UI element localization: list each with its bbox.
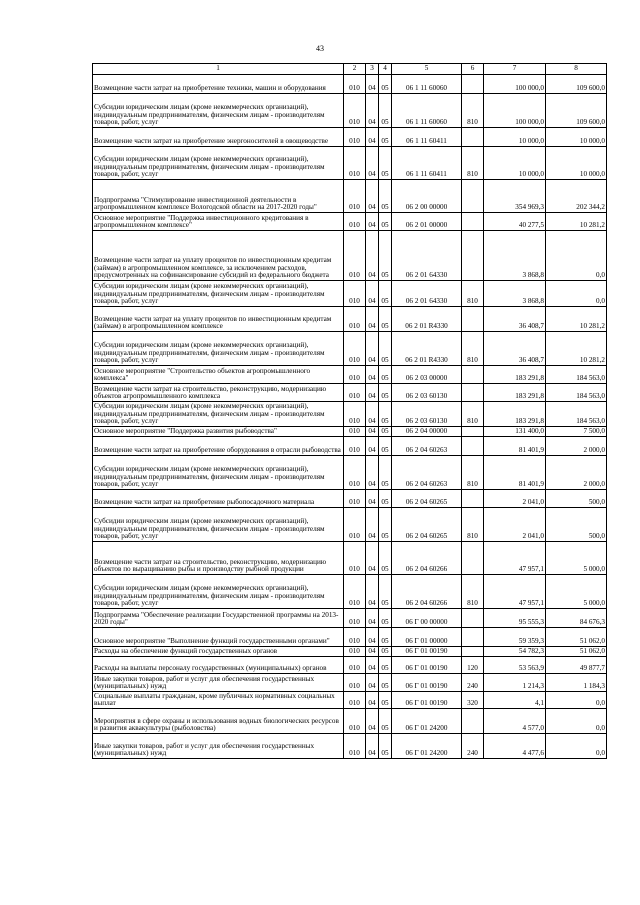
target-article-code: 06 1 11 60060 <box>392 94 462 128</box>
ministry-code: 010 <box>344 692 366 709</box>
section-code: 04 <box>366 657 379 674</box>
section-code: 04 <box>366 647 379 657</box>
subsection-code: 05 <box>379 366 392 384</box>
row-description: Возмещение части затрат на приобретение энергоносителей в овощеводстве <box>93 128 344 147</box>
amount-2020: 5 000,0 <box>546 542 607 575</box>
table-row <box>93 231 607 281</box>
amount-2019: 81 401,9 <box>484 437 546 456</box>
amount-2019: 10 000,0 <box>484 128 546 147</box>
section-code: 04 <box>366 180 379 213</box>
column-header: 7 <box>484 64 546 75</box>
ministry-code: 010 <box>344 128 366 147</box>
row-description: Субсидии юридическим лицам (кроме некоммерческих организаций), индивидуальным предпринимателям, физическим лицам - производителям товаров, работ, услуг <box>93 94 344 128</box>
section-code: 04 <box>366 128 379 147</box>
section-code: 04 <box>366 508 379 542</box>
target-article-code: 06 Г 01 00190 <box>392 657 462 674</box>
ministry-code: 010 <box>344 75 366 94</box>
column-header: 1 <box>93 64 344 75</box>
row-description: Иные закупки товаров, работ и услуг для обеспечения государственных (муниципальных) нужд <box>93 674 344 692</box>
row-description: Социальные выплаты гражданам, кроме публичных нормативных социальных выплат <box>93 692 344 709</box>
subsection-code: 05 <box>379 456 392 490</box>
expense-type-code: 810 <box>462 147 484 180</box>
amount-2019: 59 359,3 <box>484 628 546 647</box>
amount-2019: 183 291,8 <box>484 366 546 384</box>
table-row <box>93 307 607 332</box>
subsection-code: 05 <box>379 628 392 647</box>
row-description: Подпрограмма "Обеспечение реализации Государственной программы на 2013-2020 годы" <box>93 609 344 628</box>
table-row <box>93 402 607 427</box>
target-article-code: 06 2 03 60130 <box>392 402 462 427</box>
amount-2020: 202 344,2 <box>546 180 607 213</box>
subsection-code: 05 <box>379 490 392 508</box>
section-code: 04 <box>366 147 379 180</box>
table-row <box>93 709 607 734</box>
ministry-code: 010 <box>344 180 366 213</box>
amount-2020: 0,0 <box>546 734 607 759</box>
table-row <box>93 128 607 147</box>
target-article-code: 06 2 04 60263 <box>392 437 462 456</box>
column-header: 2 <box>344 64 366 75</box>
expense-type-code <box>462 366 484 384</box>
amount-2019: 100 000,0 <box>484 94 546 128</box>
row-description: Возмещение части затрат на приобретение оборудования в отрасли рыбоводства <box>93 437 344 456</box>
section-code: 04 <box>366 427 379 437</box>
amount-2020: 49 877,7 <box>546 657 607 674</box>
ministry-code: 010 <box>344 147 366 180</box>
subsection-code: 05 <box>379 332 392 366</box>
target-article-code: 06 Г 01 24200 <box>392 734 462 759</box>
amount-2020: 109 600,0 <box>546 94 607 128</box>
ministry-code: 010 <box>344 490 366 508</box>
expense-type-code <box>462 609 484 628</box>
row-description: Основное мероприятие "Поддержка инвестиционного кредитования в агропромышленном комплексе" <box>93 213 344 231</box>
subsection-code: 05 <box>379 147 392 180</box>
amount-2019: 81 401,9 <box>484 456 546 490</box>
ministry-code: 010 <box>344 674 366 692</box>
section-code: 04 <box>366 281 379 307</box>
amount-2020: 10 281,2 <box>546 213 607 231</box>
ministry-code: 010 <box>344 456 366 490</box>
expense-type-code <box>462 180 484 213</box>
amount-2019: 131 400,0 <box>484 427 546 437</box>
subsection-code: 05 <box>379 75 392 94</box>
subsection-code: 05 <box>379 402 392 427</box>
table-row <box>93 692 607 709</box>
amount-2019: 4 577,0 <box>484 709 546 734</box>
row-description: Субсидии юридическим лицам (кроме некоммерческих организаций), индивидуальным предпринимателям, физическим лицам - производителям товаров, работ, услуг <box>93 281 344 307</box>
subsection-code: 05 <box>379 307 392 332</box>
expense-type-code <box>462 128 484 147</box>
expense-type-code <box>462 628 484 647</box>
amount-2019: 53 563,9 <box>484 657 546 674</box>
amount-2020: 10 000,0 <box>546 147 607 180</box>
table-row <box>93 734 607 759</box>
row-description: Субсидии юридическим лицам (кроме некоммерческих организаций), индивидуальным предпринимателям, физическим лицам - производителям товаров, работ, услуг <box>93 508 344 542</box>
amount-2019: 4,1 <box>484 692 546 709</box>
amount-2020: 500,0 <box>546 490 607 508</box>
amount-2020: 10 281,2 <box>546 332 607 366</box>
amount-2019: 3 868,8 <box>484 231 546 281</box>
ministry-code: 010 <box>344 427 366 437</box>
target-article-code: 06 Г 01 00000 <box>392 628 462 647</box>
amount-2019: 2 041,0 <box>484 508 546 542</box>
target-article-code: 06 2 04 60263 <box>392 456 462 490</box>
page-number: 43 <box>316 44 324 53</box>
target-article-code: 06 2 03 60130 <box>392 384 462 402</box>
amount-2020: 84 676,3 <box>546 609 607 628</box>
table-row <box>93 437 607 456</box>
ministry-code: 010 <box>344 575 366 609</box>
amount-2019: 2 041,0 <box>484 490 546 508</box>
subsection-code: 05 <box>379 674 392 692</box>
amount-2020: 10 000,0 <box>546 128 607 147</box>
expense-type-code: 810 <box>462 456 484 490</box>
subsection-code: 05 <box>379 575 392 609</box>
subsection-code: 05 <box>379 427 392 437</box>
budget-table <box>92 63 607 759</box>
table-row <box>93 281 607 307</box>
amount-2020: 184 563,0 <box>546 366 607 384</box>
section-code: 04 <box>366 75 379 94</box>
expense-type-code: 810 <box>462 94 484 128</box>
target-article-code: 06 2 01 64330 <box>392 281 462 307</box>
ministry-code: 010 <box>344 213 366 231</box>
amount-2020: 0,0 <box>546 709 607 734</box>
target-article-code: 06 2 01 00000 <box>392 213 462 231</box>
amount-2020: 51 062,0 <box>546 628 607 647</box>
ministry-code: 010 <box>344 307 366 332</box>
table-row <box>93 542 607 575</box>
subsection-code: 05 <box>379 94 392 128</box>
table-row <box>93 75 607 94</box>
table-row <box>93 180 607 213</box>
section-code: 04 <box>366 332 379 366</box>
target-article-code: 06 Г 00 00000 <box>392 609 462 628</box>
subsection-code: 05 <box>379 647 392 657</box>
expense-type-code <box>462 490 484 508</box>
amount-2020: 51 062,0 <box>546 647 607 657</box>
subsection-code: 05 <box>379 213 392 231</box>
row-description: Возмещение части затрат на строительство, реконструкцию, модернизацию объектов агропромышленного комплекса <box>93 384 344 402</box>
amount-2020: 184 563,0 <box>546 402 607 427</box>
amount-2020: 10 281,2 <box>546 307 607 332</box>
column-header: 8 <box>546 64 607 75</box>
amount-2020: 0,0 <box>546 231 607 281</box>
table-body <box>93 75 607 759</box>
section-code: 04 <box>366 307 379 332</box>
row-description: Субсидии юридическим лицам (кроме некоммерческих организаций), индивидуальным предпринимателям, физическим лицам - производителям товаров, работ, услуг <box>93 575 344 609</box>
row-description: Расходы на обеспечение функций государственных органов <box>93 647 344 657</box>
column-header: 4 <box>379 64 392 75</box>
target-article-code: 06 1 11 60411 <box>392 147 462 180</box>
expense-type-code <box>462 213 484 231</box>
row-description: Мероприятия в сфере охраны и использования водных биологических ресурсов и развития аквакультуры (рыболовства) <box>93 709 344 734</box>
subsection-code: 05 <box>379 128 392 147</box>
amount-2019: 183 291,8 <box>484 402 546 427</box>
table-row <box>93 94 607 128</box>
table-row <box>93 147 607 180</box>
ministry-code: 010 <box>344 366 366 384</box>
target-article-code: 06 2 01 R4330 <box>392 332 462 366</box>
subsection-code: 05 <box>379 609 392 628</box>
row-description: Возмещение части затрат на уплату процентов по инвестиционным кредитам (займам) в агропромышленном комплексе, за исключением расходов, предусмотренных на софинансирование субсидий из федерального бюджета <box>93 231 344 281</box>
target-article-code: 06 1 11 60060 <box>392 75 462 94</box>
subsection-code: 05 <box>379 384 392 402</box>
ministry-code: 010 <box>344 542 366 575</box>
table-row <box>93 628 607 647</box>
target-article-code: 06 2 01 R4330 <box>392 307 462 332</box>
subsection-code: 05 <box>379 508 392 542</box>
section-code: 04 <box>366 575 379 609</box>
amount-2019: 36 408,7 <box>484 332 546 366</box>
amount-2019: 95 555,3 <box>484 609 546 628</box>
amount-2020: 2 000,0 <box>546 456 607 490</box>
expense-type-code <box>462 542 484 575</box>
expense-type-code: 320 <box>462 692 484 709</box>
amount-2019: 54 782,3 <box>484 647 546 657</box>
target-article-code: 06 2 00 00000 <box>392 180 462 213</box>
expense-type-code <box>462 437 484 456</box>
row-description: Субсидии юридическим лицам (кроме некоммерческих организаций), индивидуальным предпринимателям, физическим лицам - производителям товаров, работ, услуг <box>93 147 344 180</box>
target-article-code: 06 2 04 60265 <box>392 508 462 542</box>
target-article-code: 06 Г 01 00190 <box>392 692 462 709</box>
table-row <box>93 490 607 508</box>
amount-2020: 0,0 <box>546 281 607 307</box>
subsection-code: 05 <box>379 437 392 456</box>
table-header-row <box>93 64 607 75</box>
section-code: 04 <box>366 542 379 575</box>
table-row <box>93 366 607 384</box>
amount-2019: 47 957,1 <box>484 575 546 609</box>
amount-2019: 3 868,8 <box>484 281 546 307</box>
expense-type-code <box>462 231 484 281</box>
ministry-code: 010 <box>344 508 366 542</box>
ministry-code: 010 <box>344 231 366 281</box>
subsection-code: 05 <box>379 734 392 759</box>
section-code: 04 <box>366 709 379 734</box>
amount-2020: 2 000,0 <box>546 437 607 456</box>
expense-type-code <box>462 427 484 437</box>
ministry-code: 010 <box>344 384 366 402</box>
amount-2019: 40 277,5 <box>484 213 546 231</box>
row-description: Субсидии юридическим лицам (кроме некоммерческих организаций), индивидуальным предпринимателям, физическим лицам - производителям товаров, работ, услуг <box>93 402 344 427</box>
target-article-code: 06 Г 01 00190 <box>392 674 462 692</box>
amount-2020: 109 600,0 <box>546 75 607 94</box>
expense-type-code: 810 <box>462 575 484 609</box>
subsection-code: 05 <box>379 231 392 281</box>
ministry-code: 010 <box>344 628 366 647</box>
target-article-code: 06 2 04 60266 <box>392 542 462 575</box>
ministry-code: 010 <box>344 402 366 427</box>
section-code: 04 <box>366 609 379 628</box>
row-description: Возмещение части затрат на приобретение техники, машин и оборудования <box>93 75 344 94</box>
ministry-code: 010 <box>344 609 366 628</box>
row-description: Основное мероприятие "Поддержка развития рыбоводства" <box>93 427 344 437</box>
table-row <box>93 674 607 692</box>
section-code: 04 <box>366 384 379 402</box>
table-row <box>93 508 607 542</box>
table-row <box>93 332 607 366</box>
subsection-code: 05 <box>379 657 392 674</box>
row-description: Возмещение части затрат на приобретение рыбопосадочного материала <box>93 490 344 508</box>
section-code: 04 <box>366 734 379 759</box>
amount-2019: 4 477,6 <box>484 734 546 759</box>
expense-type-code: 810 <box>462 281 484 307</box>
section-code: 04 <box>366 490 379 508</box>
ministry-code: 010 <box>344 437 366 456</box>
ministry-code: 010 <box>344 734 366 759</box>
table-row <box>93 647 607 657</box>
expense-type-code: 240 <box>462 734 484 759</box>
section-code: 04 <box>366 437 379 456</box>
amount-2020: 7 500,0 <box>546 427 607 437</box>
amount-2019: 100 000,0 <box>484 75 546 94</box>
row-description: Возмещение части затрат на строительство, реконструкцию, модернизацию объектов по выращиванию рыбы и производству рыбной продукции <box>93 542 344 575</box>
ministry-code: 010 <box>344 709 366 734</box>
amount-2020: 5 000,0 <box>546 575 607 609</box>
row-description: Расходы на выплаты персоналу государственных (муниципальных) органов <box>93 657 344 674</box>
subsection-code: 05 <box>379 281 392 307</box>
subsection-code: 05 <box>379 542 392 575</box>
expense-type-code <box>462 709 484 734</box>
section-code: 04 <box>366 628 379 647</box>
row-description: Основное мероприятие "Строительство объектов агропромышленного комплекса" <box>93 366 344 384</box>
section-code: 04 <box>366 456 379 490</box>
target-article-code: 06 Г 01 00190 <box>392 647 462 657</box>
expense-type-code <box>462 75 484 94</box>
target-article-code: 06 2 03 00000 <box>392 366 462 384</box>
column-header: 6 <box>462 64 484 75</box>
section-code: 04 <box>366 692 379 709</box>
table-row <box>93 213 607 231</box>
expense-type-code <box>462 384 484 402</box>
expense-type-code <box>462 647 484 657</box>
ministry-code: 010 <box>344 657 366 674</box>
table-row <box>93 609 607 628</box>
expense-type-code: 810 <box>462 332 484 366</box>
ministry-code: 010 <box>344 281 366 307</box>
target-article-code: 06 2 04 60265 <box>392 490 462 508</box>
section-code: 04 <box>366 231 379 281</box>
expense-type-code: 240 <box>462 674 484 692</box>
table-row <box>93 657 607 674</box>
amount-2019: 10 000,0 <box>484 147 546 180</box>
target-article-code: 06 1 11 60411 <box>392 128 462 147</box>
row-description: Субсидии юридическим лицам (кроме некоммерческих организаций), индивидуальным предпринимателям, физическим лицам - производителям товаров, работ, услуг <box>93 456 344 490</box>
amount-2019: 1 214,3 <box>484 674 546 692</box>
expense-type-code <box>462 307 484 332</box>
target-article-code: 06 Г 01 24200 <box>392 709 462 734</box>
expense-type-code: 120 <box>462 657 484 674</box>
row-description: Основное мероприятие "Выполнение функций государственными органами" <box>93 628 344 647</box>
row-description: Субсидии юридическим лицам (кроме некоммерческих организаций), индивидуальным предпринимателям, физическим лицам - производителям товаров, работ, услуг <box>93 332 344 366</box>
section-code: 04 <box>366 674 379 692</box>
expense-type-code: 810 <box>462 402 484 427</box>
amount-2019: 36 408,7 <box>484 307 546 332</box>
target-article-code: 06 2 04 60266 <box>392 575 462 609</box>
target-article-code: 06 2 04 00000 <box>392 427 462 437</box>
section-code: 04 <box>366 366 379 384</box>
table-row <box>93 384 607 402</box>
section-code: 04 <box>366 213 379 231</box>
target-article-code: 06 2 01 64330 <box>392 231 462 281</box>
subsection-code: 05 <box>379 709 392 734</box>
amount-2020: 500,0 <box>546 508 607 542</box>
table-row <box>93 456 607 490</box>
section-code: 04 <box>366 94 379 128</box>
section-code: 04 <box>366 402 379 427</box>
subsection-code: 05 <box>379 180 392 213</box>
subsection-code: 05 <box>379 692 392 709</box>
amount-2020: 1 184,3 <box>546 674 607 692</box>
ministry-code: 010 <box>344 332 366 366</box>
column-header: 5 <box>392 64 462 75</box>
ministry-code: 010 <box>344 647 366 657</box>
table-row <box>93 427 607 437</box>
column-header: 3 <box>366 64 379 75</box>
row-description: Возмещение части затрат на уплату процентов по инвестиционным кредитам (займам) в агропромышленном комплексе <box>93 307 344 332</box>
amount-2020: 0,0 <box>546 692 607 709</box>
table-row <box>93 575 607 609</box>
amount-2019: 183 291,8 <box>484 384 546 402</box>
amount-2019: 47 957,1 <box>484 542 546 575</box>
row-description: Иные закупки товаров, работ и услуг для обеспечения государственных (муниципальных) нужд <box>93 734 344 759</box>
expense-type-code: 810 <box>462 508 484 542</box>
ministry-code: 010 <box>344 94 366 128</box>
amount-2020: 184 563,0 <box>546 384 607 402</box>
row-description: Подпрограмма "Стимулирование инвестиционной деятельности в агропромышленном комплексе Вологодской области на 2017-2020 годы" <box>93 180 344 213</box>
amount-2019: 354 969,3 <box>484 180 546 213</box>
